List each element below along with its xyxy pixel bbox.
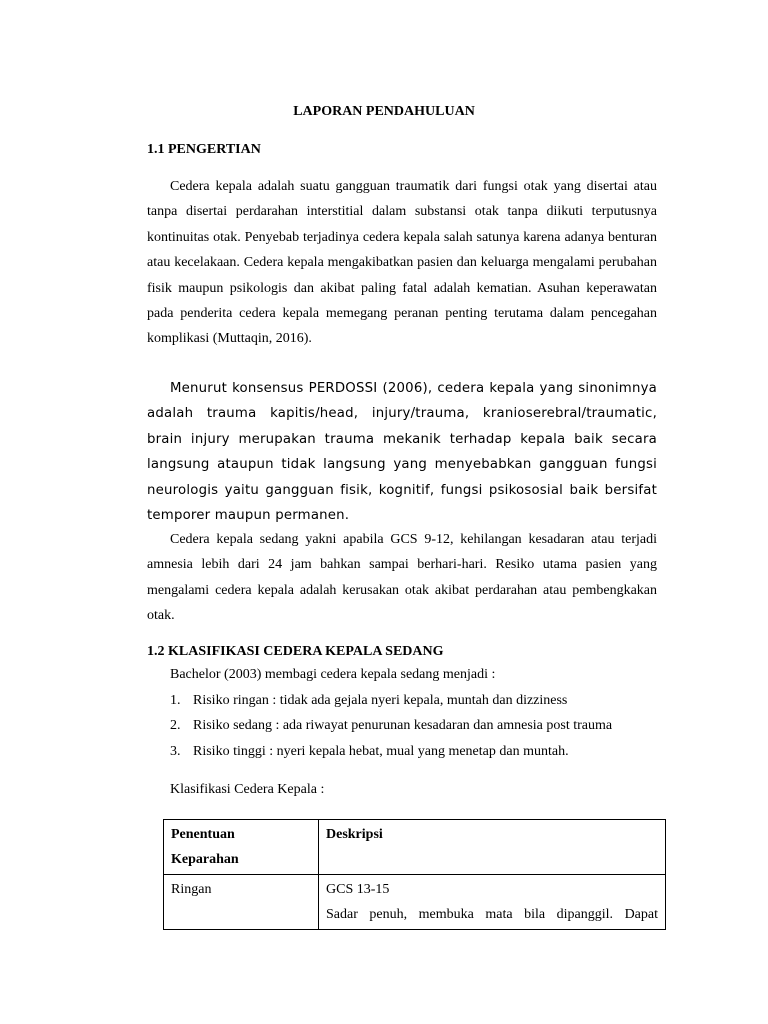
list-item <box>170 716 612 741</box>
list-item <box>170 742 612 767</box>
document-title: LAPORAN PENDAHULUAN <box>293 104 475 119</box>
header-keparahan-line1: Penentuan <box>171 827 235 842</box>
paragraph-perdossi: Menurut konsensus PERDOSSI (2006), cedera kepala yang sinonimnya adalah trauma kapitis/head, injury/trauma, kranioserebral/traumatic, brain injury merupakan trauma mekanik terhadap kepala baik secara langsung ataupun tidak langsung yang menyebabkan gangguan fungsi neurologis yaitu gangguan fisik, kognitif, fungsi psikososial baik bersifat temporer maupun permanen. <box>147 381 657 524</box>
table-header-row <box>164 820 666 875</box>
list-number: 1. <box>170 693 181 708</box>
cell-gcs: GCS 13-15 <box>326 882 390 897</box>
header-keparahan-line2: Keparahan <box>171 852 239 867</box>
section-heading-pengertian: 1.1 PENGERTIAN <box>147 142 261 157</box>
risk-list <box>170 691 612 767</box>
list-text: Risiko ringan : tidak ada gejala nyeri kepala, muntah dan dizziness <box>193 693 568 708</box>
cell-description: Sadar penuh, membuka mata bila dipanggil. Dapat <box>326 907 658 922</box>
table-header-cell <box>164 820 319 875</box>
list-number: 3. <box>170 743 181 759</box>
table-caption: Klasifikasi Cedera Kepala : <box>170 782 325 797</box>
table-cell <box>164 875 319 930</box>
cell-ringan: Ringan <box>171 882 212 897</box>
header-deskripsi: Deskripsi <box>326 827 383 842</box>
list-text: Risiko tinggi : nyeri kepala hebat, mual yang menetap dan muntah. <box>193 743 569 759</box>
section-heading-klasifikasi: 1.2 KLASIFIKASI CEDERA KEPALA SEDANG <box>147 644 444 659</box>
classification-intro: Bachelor (2003) membagi cedera kepala sedang menjadi : <box>170 667 496 682</box>
table-cell <box>319 875 666 930</box>
table-header-cell <box>319 820 666 875</box>
list-text: Risiko sedang : ada riwayat penurunan kesadaran dan amnesia post trauma <box>193 718 613 734</box>
list-number: 2. <box>170 718 181 734</box>
list-item <box>170 691 612 716</box>
classification-table <box>163 819 666 930</box>
table-row <box>164 875 666 930</box>
paragraph-cedera-sedang: Cedera kepala sedang yakni apabila GCS 9-12, kehilangan kesadaran atau terjadi amnesia lebih dari 24 jam bahkan sampai berhari-hari. Resiko utama pasien yang mengalami cedera kepala adalah kerusakan otak akibat perdarahan atau pembengkakan otak. <box>147 532 657 624</box>
paragraph-definition: Cedera kepala adalah suatu gangguan traumatik dari fungsi otak yang disertai atau tanpa disertai perdarahan interstitial dalam substansi otak tanpa diikuti terputusnya kontinuitas otak. Penyebab terjadinya cedera kepala salah satunya karena adanya benturan atau kecelakaan. Cedera kepala mengakibatkan pasien dan keluarga mengalami perubahan fisik maupun psikologis dan akibat paling fatal adalah kematian. Asuhan keperawatan pada penderita cedera kepala memegang peranan penting terutama dalam pencegahan komplikasi (Muttaqin, 2016). <box>147 179 657 347</box>
